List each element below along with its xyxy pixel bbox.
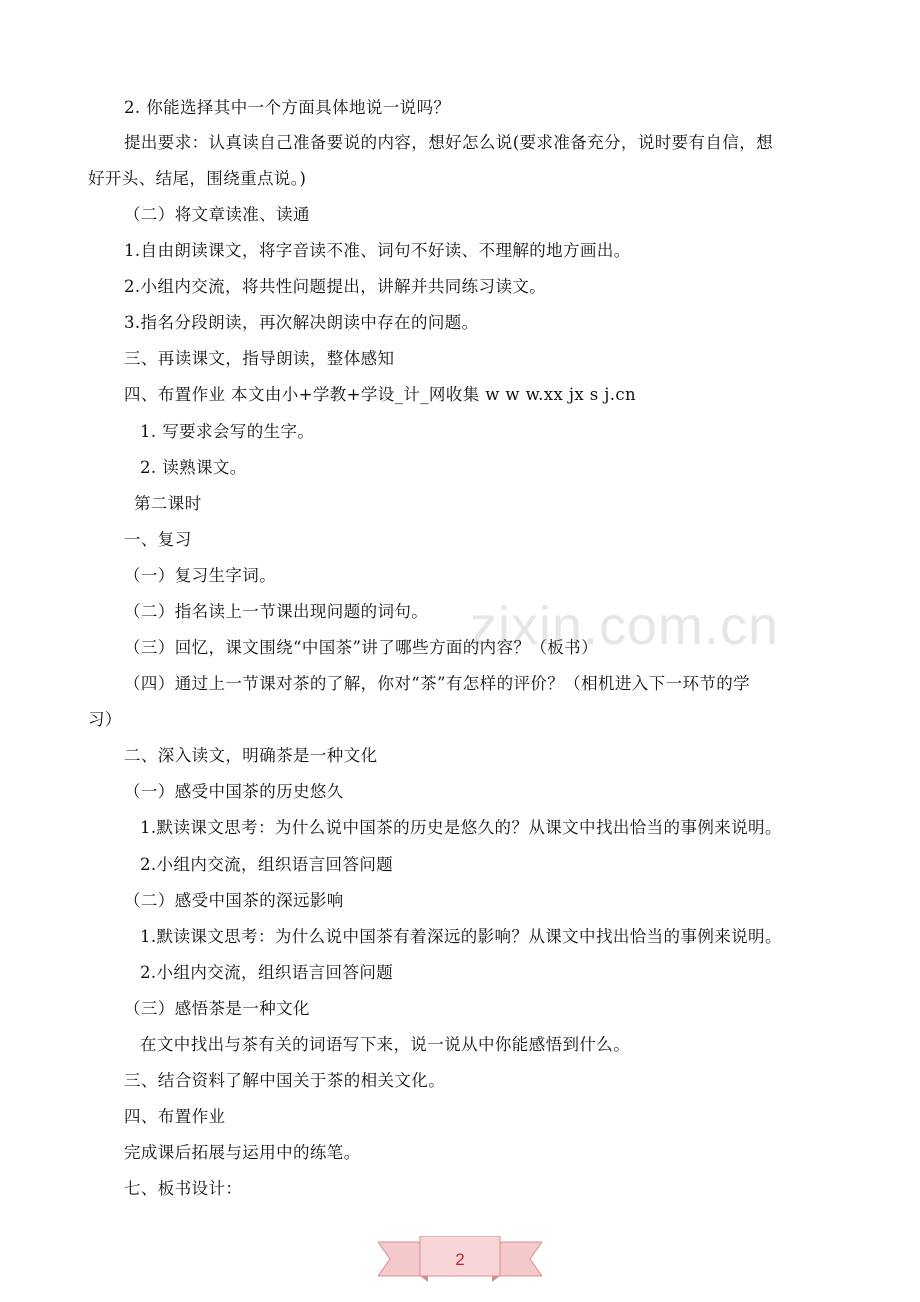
section-heading: 三、再读课文，指导朗读，整体感知	[124, 349, 395, 368]
list-item: 1. 写要求会写的生字。	[140, 422, 315, 441]
section-heading: （三）感悟茶是一种文化	[124, 999, 310, 1018]
list-item: （一）复习生字词。	[124, 566, 277, 585]
list-item: 2. 读熟课文。	[140, 458, 247, 477]
paragraph-line: 2. 你能选择其中一个方面具体地说一说吗？	[124, 98, 451, 117]
list-item: （三）回忆，课文围绕“中国茶”讲了哪些方面的内容？（板书）	[124, 638, 598, 657]
list-item: 1.默读课文思考：为什么说中国茶的历史是悠久的？从课文中找出恰当的事例来说明。	[140, 818, 782, 837]
paragraph-line: 在文中找出与茶有关的词语写下来，说一说从中你能感悟到什么。	[140, 1035, 631, 1054]
section-heading: 七、板书设计：	[124, 1179, 243, 1198]
paragraph-line: 完成课后拓展与运用中的练笔。	[124, 1143, 361, 1162]
section-heading: （一）感受中国茶的历史悠久	[124, 782, 344, 801]
section-heading: 四、布置作业	[124, 1107, 226, 1126]
section-heading: 一、复习	[124, 530, 192, 549]
paragraph-line: 3.指名分段朗读，再次解决朗读中存在的问题。	[124, 313, 479, 332]
paragraph-line: 提出要求：认真读自己准备要说的内容，想好怎么说(要求准备充分，说时要有自信，想	[124, 133, 774, 152]
watermark: zixin.com.cn	[470, 596, 780, 656]
list-item: 2.小组内交流，组织语言回答问题	[140, 855, 394, 874]
paragraph-line: 2.小组内交流，将共性问题提出，讲解并共同练习读文。	[124, 277, 547, 296]
section-heading: 二、深入读文，明确茶是一种文化	[124, 746, 378, 765]
list-item: （二）指名读上一节课出现问题的词句。	[124, 602, 429, 621]
list-item: 2.小组内交流，组织语言回答问题	[140, 963, 394, 982]
paragraph-line: 好开头、结尾，围绕重点说。)	[88, 169, 307, 188]
section-heading: 三、结合资料了解中国关于茶的相关文化。	[124, 1071, 446, 1090]
list-item: （四）通过上一节课对茶的了解，你对“茶”有怎样的评价？（相机进入下一环节的学	[124, 674, 751, 693]
page-number: 2	[455, 1250, 465, 1269]
paragraph-line: 1.自由朗读课文，将字音读不准、词句不好读、不理解的地方画出。	[124, 241, 631, 260]
section-heading: 第二课时	[134, 494, 202, 513]
section-heading: （二）将文章读准、读通	[124, 205, 310, 224]
section-heading: （二）感受中国茶的深远影响	[124, 891, 344, 910]
paragraph-line: 习）	[88, 710, 122, 729]
section-heading: 四、布置作业 本文由小+学教+学设_计_网收集 w w w.xx jx s j.cn	[124, 385, 637, 404]
list-item: 1.默读课文思考：为什么说中国茶有着深远的影响？从课文中找出恰当的事例来说明。	[140, 927, 782, 946]
